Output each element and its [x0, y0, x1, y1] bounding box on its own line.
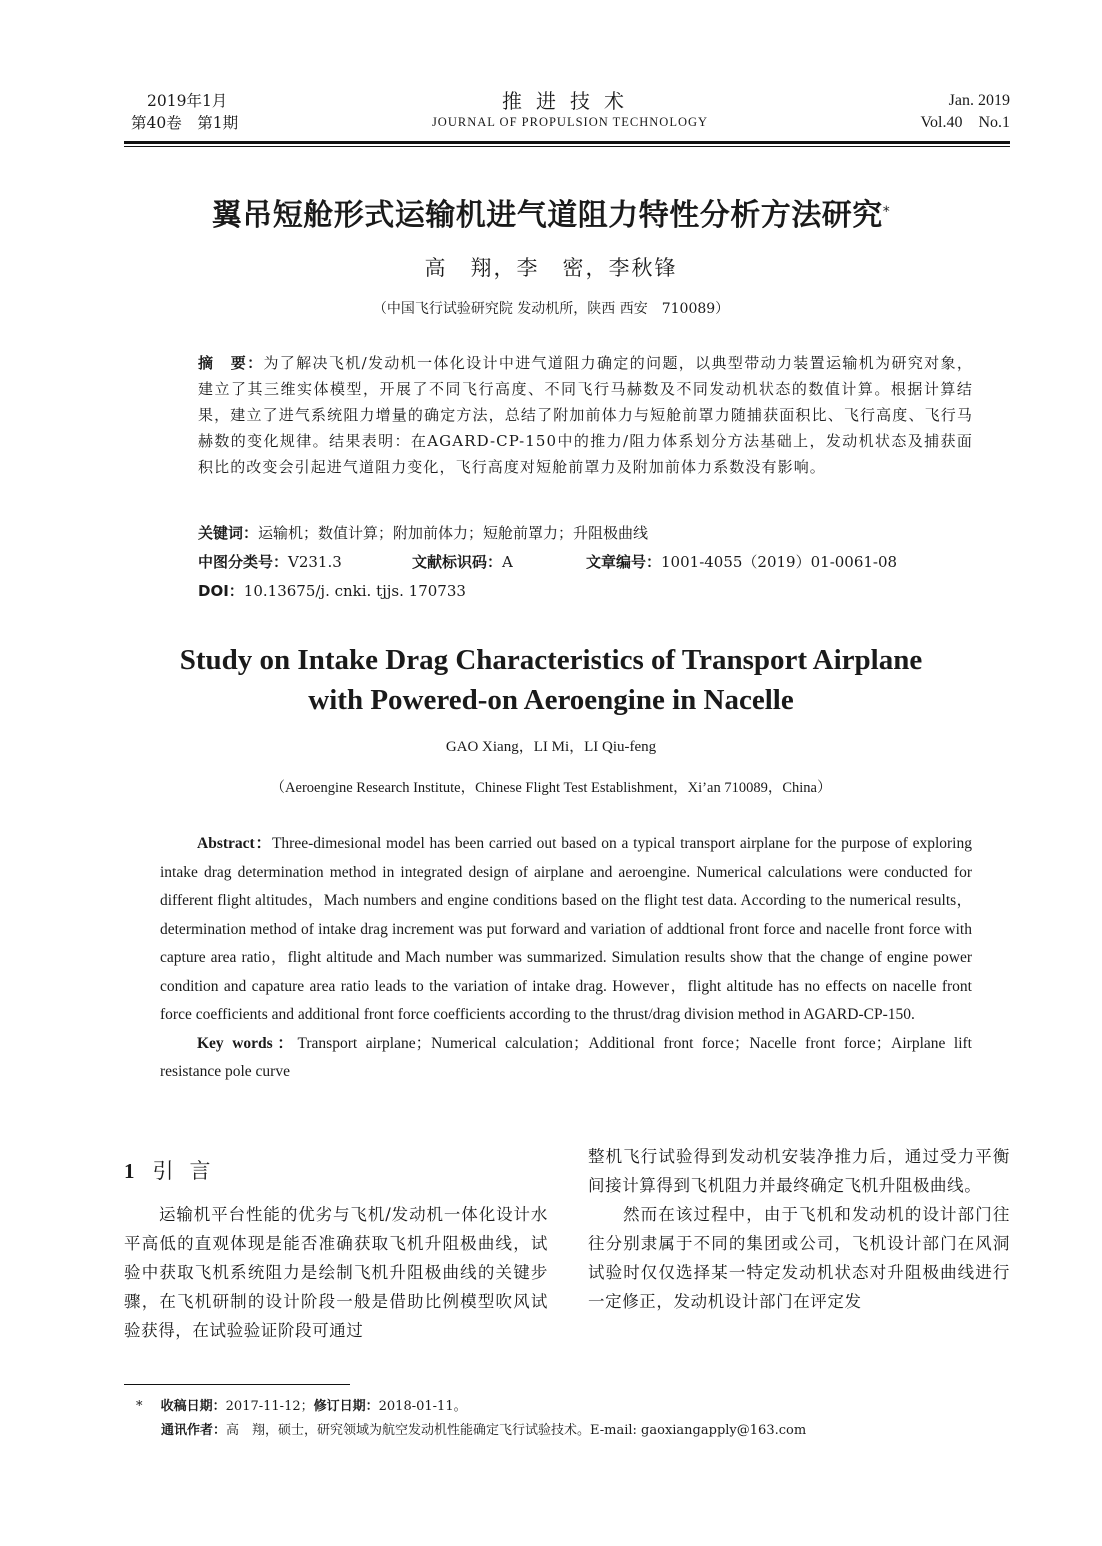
- body-column-right: [588, 1142, 1010, 1316]
- abstract-cn-text: 为了解决飞机/发动机一体化设计中进气道阻力确定的问题，以典型带动力装置运输机为研究对象，建立了其三维实体模型，开展了不同飞行高度、不同飞行马赫数及不同发动机状态的数值计算。根据计算结果，建立了进气系统阻力增量的确定方法，总结了附加前体力与短舱前罩力随捕获面积比、飞行高度、飞行马赫数的变化规律。结果表明：在AGARD-CP-150中的推力/阻力体系划分方法基础上，发动机状态及捕获面积比的改变会引起进气道阻力变化，飞行高度对短舱前罩力及附加前体力系数没有影响。: [198, 354, 973, 476]
- keywords-en-paragraph: [160, 1030, 972, 1087]
- keywords-cn-text: 运输机；数值计算；附加前体力；短舱前罩力；升阻极曲线: [258, 524, 649, 542]
- abstract-en: [160, 830, 972, 1087]
- article-number-value: 1001-4055（2019）01-0061-08: [661, 553, 898, 571]
- header-rule-thin: [124, 146, 1010, 147]
- header-rule-thick: [124, 141, 1010, 144]
- received-label: 收稿日期：: [160, 1399, 226, 1414]
- abstract-en-paragraph: [160, 830, 972, 1030]
- title-text-cn: 翼吊短舱形式运输机进气道阻力特性分析方法研究: [211, 198, 883, 233]
- title-en-line1: Study on Intake Drag Characteristics of Transport Airplane: [179, 644, 923, 676]
- issue-date-cn: 2019年1月: [147, 92, 228, 110]
- clc-value: V231.3: [288, 553, 342, 571]
- corresponding-author-text: 高 翔，硕士，研究领域为航空发动机性能确定飞行试验技术。E-mail: gaoxiangapply@163.com: [226, 1423, 807, 1438]
- abstract-en-text: Three-dimesional model has been carried out based on a typical transport airplane for the purpose of exploring intake drag determination method in integrated design of airplane and aeroengine. Numerical calculations were conducted for different flight altitudes，Mach numbers and engine conditions based on the flight test data. According to the numerical results，determination method of intake drag increment was put forward and variation of addtional front force and nacelle front force with capture area ratio，flight altitude and Mach number was summarized. Simulation results show that the change of engine power condition and capature area ratio leads to the variation of intake drag. However，flight altitude has no effects on nacelle front force coefficients and additional front force coefficients according to the thrust/drag division method in AGARD-CP-150.: [160, 835, 972, 1023]
- received-date: 2017-11-12；: [225, 1399, 314, 1414]
- classification-line: [198, 551, 342, 573]
- doc-code-label: 文献标识码：: [412, 553, 503, 571]
- affiliation-cn: （中国飞行试验研究院 发动机所，陕西 西安 710089）: [372, 301, 730, 317]
- clc-label: 中图分类号：: [198, 553, 289, 571]
- abstract-cn-label: 摘 要：: [198, 354, 264, 372]
- paper-title-en: [68, 640, 1034, 720]
- corresponding-author-label: 通讯作者：: [161, 1423, 227, 1438]
- article-number-label: 文章编号：: [586, 553, 662, 571]
- article-number: [586, 551, 897, 573]
- header-right: [921, 90, 1011, 134]
- journal-name: [380, 88, 760, 130]
- keywords-cn: [198, 522, 648, 544]
- keywords-cn-label: 关键词：: [198, 524, 259, 542]
- journal-name-cn: 推进技术: [502, 89, 638, 113]
- body-column-left: [124, 1200, 548, 1345]
- section-title: 引言: [152, 1159, 227, 1183]
- doi-label: DOI：: [198, 582, 244, 600]
- revised-date: 2018-01-11。: [378, 1399, 467, 1414]
- header-left: [131, 90, 238, 134]
- doc-code-value: A: [502, 553, 513, 571]
- revised-label: 修订日期：: [313, 1399, 379, 1414]
- body-paragraph: 运输机平台性能的优劣与飞机/发动机一体化设计水平高低的直观体现是能否准确获取飞机升阻极曲线，试验中获取飞机系统阻力是绘制飞机升阻极曲线的关键步骤，在飞机研制的设计阶段一般是借助比例模型吹风试验获得，在试验验证阶段可通过: [124, 1205, 548, 1340]
- authors-en: GAO Xiang，LI Mi，LI Qiu-feng: [445, 739, 657, 755]
- issue-date-en: Jan. 2019: [948, 92, 1010, 109]
- affiliation-en: （Aeroengine Research Institute，Chinese Flight Test Establishment，Xi’an 710089，China）: [270, 780, 832, 796]
- footnotes: [136, 1395, 806, 1443]
- section-heading: [124, 1156, 227, 1186]
- footnote-author: [136, 1419, 806, 1443]
- journal-name-en: JOURNAL OF PROPULSION TECHNOLOGY: [431, 115, 709, 129]
- body-paragraph: 然而在该过程中，由于飞机和发动机的设计部门往往分别隶属于不同的集团或公司，飞机设计部门在风洞试验时仅仅选择某一特定发动机状态对升阻极曲线进行一定修正，发动机设计部门在评定发: [588, 1205, 1010, 1311]
- paper-title-cn: [100, 194, 1002, 238]
- footnote-rule: [124, 1384, 350, 1385]
- abstract-cn-paragraph: [163, 350, 973, 480]
- section-number: 1: [124, 1159, 135, 1183]
- abstract-en-label: Abstract：: [197, 835, 272, 852]
- keywords-en-label: Key words：: [197, 1034, 298, 1052]
- title-footnote-mark: *: [882, 204, 891, 220]
- title-en-line2: with Powered-on Aeroengine in Nacelle: [308, 684, 794, 716]
- body-paragraph: 整机飞行试验得到发动机安装净推力后，通过受力平衡间接计算得到飞机阻力并最终确定飞机升阻极曲线。: [588, 1147, 1010, 1195]
- authors-cn: 高 翔，李 密，李秋锋: [424, 256, 678, 280]
- doc-code: [412, 551, 513, 573]
- doi-line: [198, 580, 466, 602]
- keywords-en-text: Transport airplane；Numerical calculation；Additional front force；Nacelle front force；Airplane lift resistance pole curve: [160, 1034, 972, 1080]
- footnote-mark: *: [136, 1399, 143, 1414]
- abstract-cn: [163, 350, 973, 480]
- volume-issue-en: Vol.40 No.1: [920, 114, 1010, 131]
- doi-value: 10.13675/j. cnki. tjjs. 170733: [243, 582, 466, 600]
- volume-issue-cn: 第40卷 第1期: [131, 114, 239, 132]
- footnote-dates: [136, 1395, 806, 1419]
